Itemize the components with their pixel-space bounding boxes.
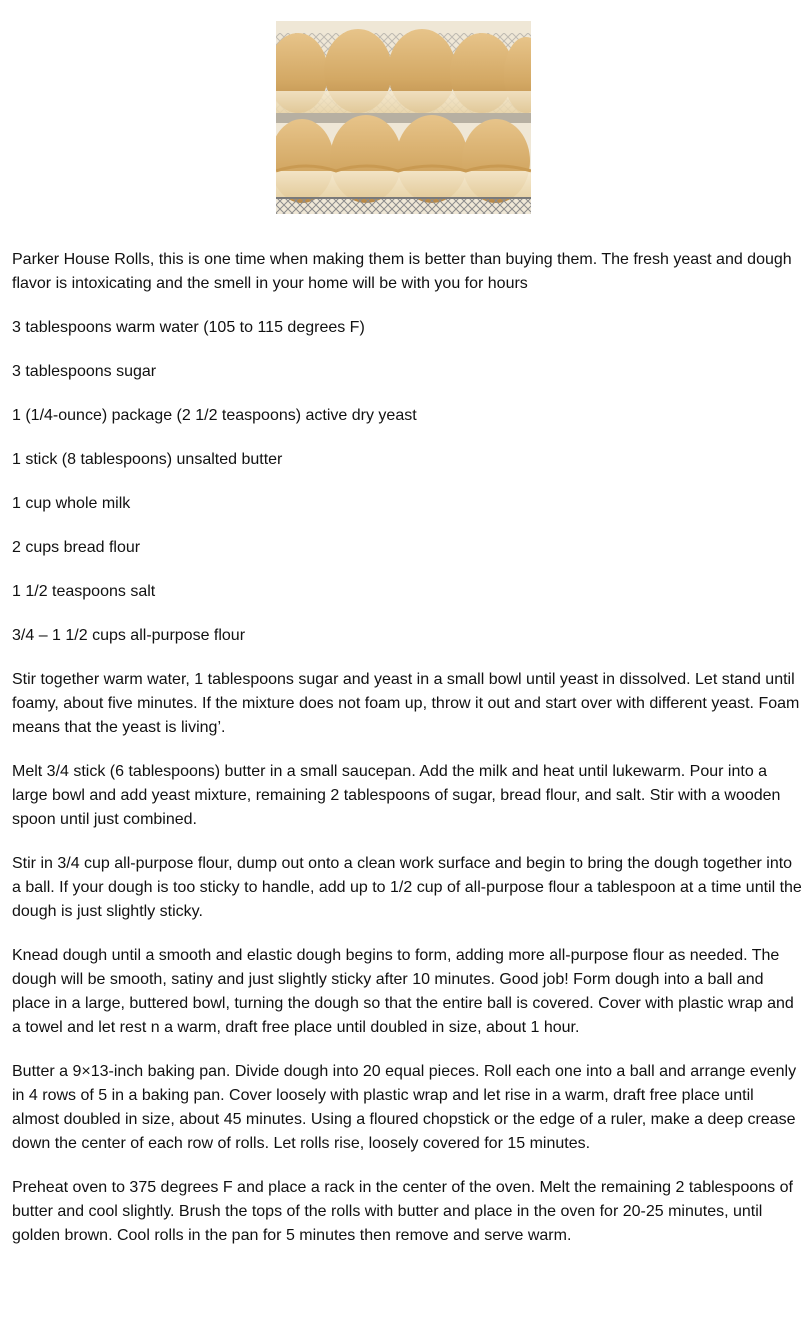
ingredient-item: 3/4 – 1 1/2 cups all-purpose flour bbox=[12, 627, 246, 644]
ingredient-item: 1 1/2 teaspoons salt bbox=[12, 583, 156, 600]
recipe-step: Stir together warm water, 1 tablespoons sugar and yeast in a small bowl until yeast in dissolved. Let stand until foamy, about five minutes. If the mixture does not foam up, throw it out and start over with different yeast. Foam means that the yeast is living’. bbox=[12, 671, 800, 736]
bread-rolls-photo bbox=[276, 21, 531, 214]
ingredient-item: 3 tablespoons warm water (105 to 115 degrees F) bbox=[12, 319, 365, 336]
recipe-content bbox=[12, 248, 802, 1268]
recipe-step: Knead dough until a smooth and elastic dough begins to form, adding more all-purpose flour as needed. The dough will be smooth, satiny and just slightly sticky after 10 minutes. Good job! Form dough into a ball and place in a large, buttered bowl, turning the dough so that the entire ball is covered. Cover with plastic wrap and a towel and let rest n a warm, draft free place until doubled in size, about 1 hour. bbox=[12, 947, 794, 1036]
recipe-step: Melt 3/4 stick (6 tablespoons) butter in a small saucepan. Add the milk and heat until lukewarm. Pour into a large bowl and add yeast mixture, remaining 2 tablespoons of sugar, bread flour, and salt. Stir with a wooden spoon until just combined. bbox=[12, 763, 781, 828]
recipe-step: Butter a 9×13-inch baking pan. Divide dough into 20 equal pieces. Roll each one into a ball and arrange evenly in 4 rows of 5 in a baking pan. Cover loosely with plastic wrap and let rise in a warm, draft free place until almost doubled in size, about 45 minutes. Using a floured chopstick or the edge of a ruler, make a deep crease down the center of each row of rolls. Let rolls rise, loosely covered for 15 minutes. bbox=[12, 1063, 797, 1152]
recipe-intro: Parker House Rolls, this is one time when making them is better than buying them. The fresh yeast and dough flavor is intoxicating and the smell in your home will be with you for hours bbox=[12, 251, 792, 292]
ingredient-item: 3 tablespoons sugar bbox=[12, 363, 157, 380]
recipe-step: Stir in 3/4 cup all-purpose flour, dump out onto a clean work surface and begin to bring the dough together into a ball. If your dough is too sticky to handle, add up to 1/2 cup of all-purpose flour a tablespoon at a time until the dough is just slightly sticky. bbox=[12, 855, 802, 920]
recipe-step: Preheat oven to 375 degrees F and place a rack in the center of the oven. Melt the remaining 2 tablespoons of butter and cool slightly. Brush the tops of the rolls with butter and place in the oven for 20-25 minutes, until golden brown. Cool rolls in the pan for 5 minutes then remove and serve warm. bbox=[12, 1179, 793, 1244]
ingredient-item: 2 cups bread flour bbox=[12, 539, 141, 556]
ingredient-item: 1 cup whole milk bbox=[12, 495, 131, 512]
ingredient-item: 1 stick (8 tablespoons) unsalted butter bbox=[12, 451, 283, 468]
bread-rolls-icon bbox=[276, 21, 531, 214]
ingredient-item: 1 (1/4-ounce) package (2 1/2 teaspoons) active dry yeast bbox=[12, 407, 417, 424]
